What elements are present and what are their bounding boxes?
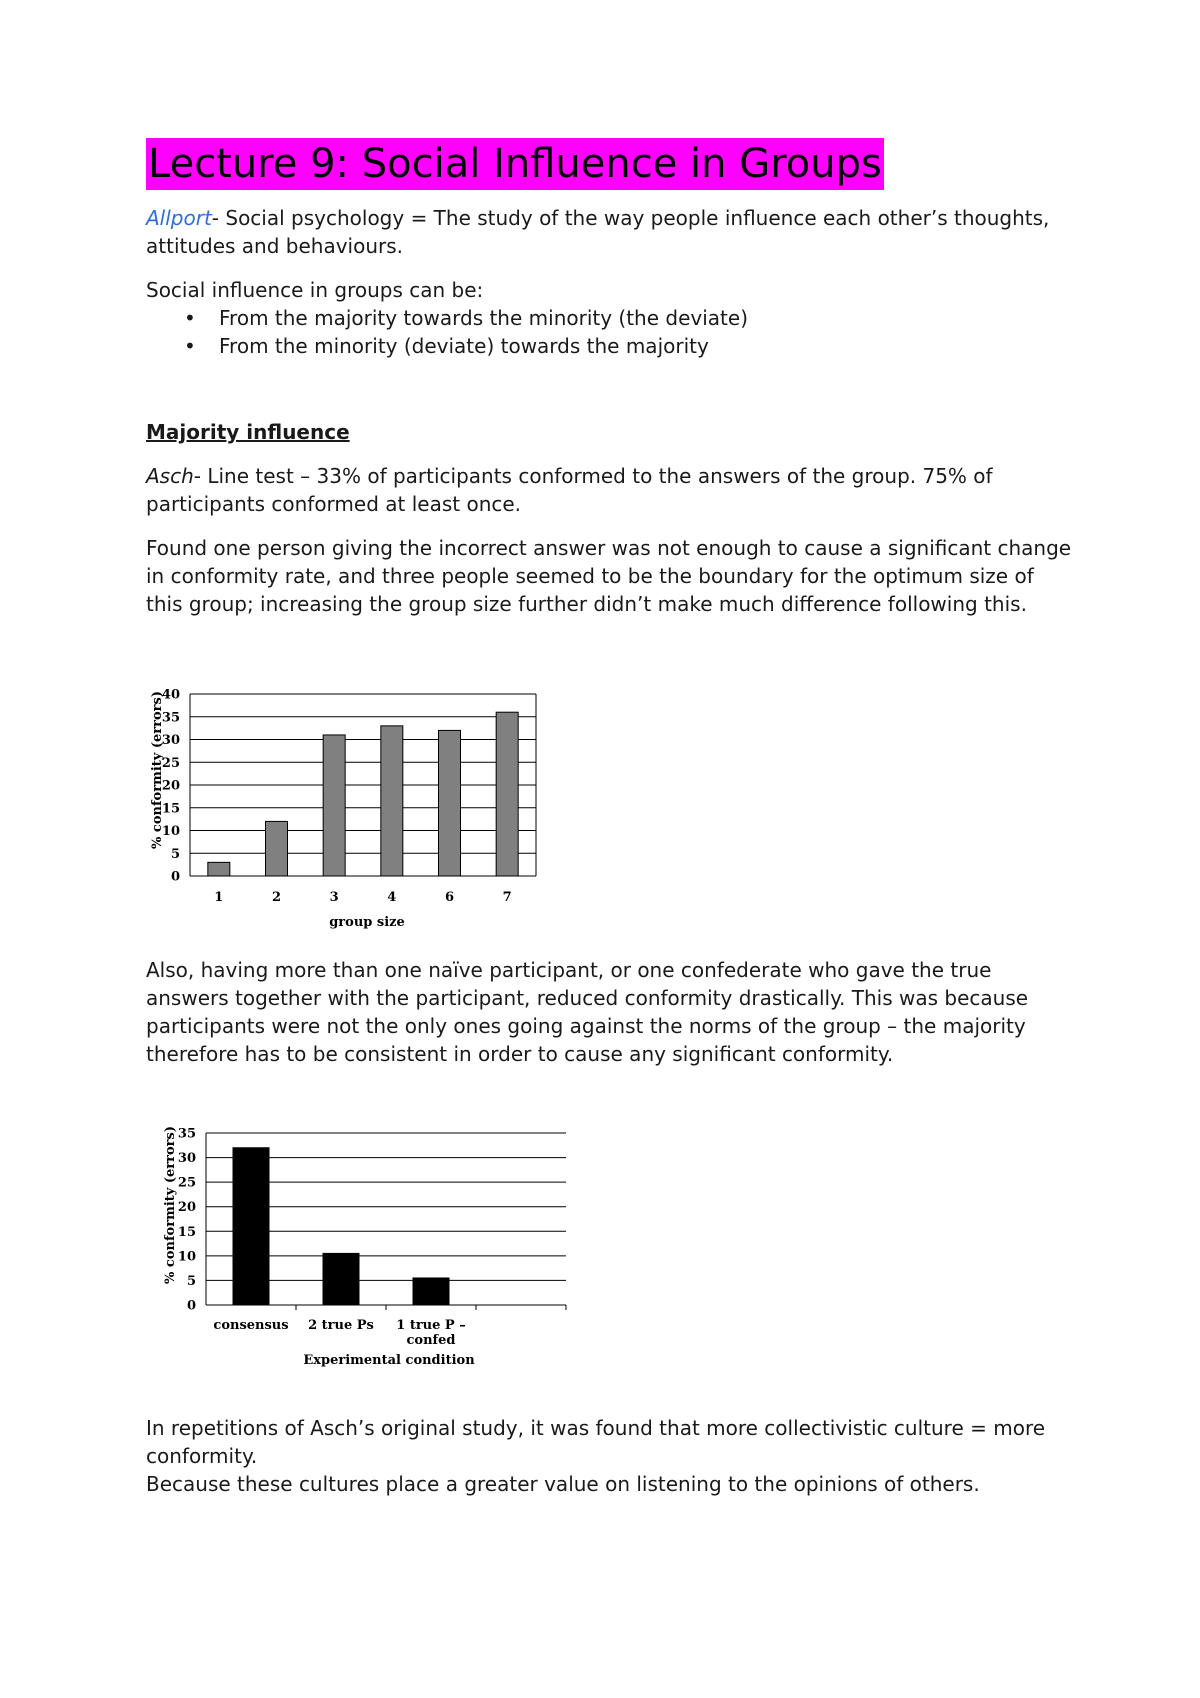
group-size-chart <box>146 686 546 936</box>
y-tick-label: 15 <box>161 801 180 817</box>
bar <box>208 862 230 876</box>
y-tick-label: 10 <box>161 824 180 839</box>
consistency-block <box>146 956 1076 1068</box>
x-tick-label: confed <box>406 1333 456 1348</box>
y-tick-label: 35 <box>177 1126 196 1142</box>
chart-xlabel: group size <box>329 915 405 930</box>
bar <box>323 735 345 876</box>
culture-paragraph-1: In repetitions of Asch’s original study, it was found that more collectivistic culture = more conformity. <box>146 1416 1046 1468</box>
intro-paragraph <box>146 204 1076 260</box>
y-tick-label: 5 <box>170 846 180 862</box>
intro-text: - Social psychology = The study of the way people influence each other’s thoughts, attitudes and behaviours. <box>146 206 1050 258</box>
bar <box>381 726 403 876</box>
y-tick-label: 25 <box>177 1175 196 1191</box>
allport-name: Allport <box>146 206 212 230</box>
consistency-paragraph: Also, having more than one naïve participant, or one confederate who gave the true answers together with the participant, reduced conformity drastically. This was because participants were not the only ones going against the norms of the group – the majority therefore has to be consistent in order to cause any significant conformity. <box>146 958 1029 1066</box>
group-size-paragraph: Found one person giving the incorrect answer was not enough to cause a significant change in conformity rate, and three people seemed to be the boundary for the optimum size of this group; increasing the group size further didn’t make much difference following this. <box>146 536 1072 616</box>
x-tick-label: 1 <box>214 890 224 905</box>
y-tick-label: 0 <box>186 1298 196 1314</box>
page-title: Lecture 9: Social Influence in Groups <box>146 138 884 190</box>
y-tick-label: 25 <box>161 755 180 771</box>
x-tick-label: 6 <box>444 890 455 905</box>
social-influence-list <box>146 304 1076 360</box>
asch-name: Asch <box>146 464 194 488</box>
y-tick-label: 0 <box>170 869 180 885</box>
culture-paragraph-2: Because these cultures place a greater value on listening to the opinions of others. <box>146 1472 980 1496</box>
x-tick-label: 1 true P – <box>396 1318 466 1333</box>
bar <box>439 730 461 876</box>
x-tick-label: 2 true Ps <box>308 1318 374 1333</box>
chart-ylabel: % conformity (errors) <box>163 1126 178 1284</box>
x-tick-label: 4 <box>387 890 397 905</box>
x-tick-label: 2 <box>271 890 282 905</box>
chart-xlabel: Experimental condition <box>303 1353 475 1368</box>
y-tick-label: 10 <box>177 1249 196 1265</box>
bar <box>233 1148 269 1305</box>
x-tick-label: 3 <box>329 890 339 905</box>
y-tick-label: 20 <box>161 778 180 794</box>
asch-text: - Line test – 33% of participants conformed to the answers of the group. 75% of participants conformed at least once. <box>146 464 993 516</box>
y-tick-label: 30 <box>177 1151 196 1167</box>
asch-paragraph <box>146 462 1076 518</box>
x-tick-label: 7 <box>502 890 512 905</box>
y-tick-label: 35 <box>161 710 180 726</box>
bar <box>496 712 518 876</box>
social-influence-lead: Social influence in groups can be: <box>146 278 484 302</box>
bar <box>323 1253 359 1305</box>
y-tick-label: 15 <box>177 1224 196 1240</box>
bar <box>266 821 288 876</box>
list-item: • From the majority towards the minority (the deviate) <box>146 304 1076 332</box>
document-page <box>146 138 1076 618</box>
x-tick-label: consensus <box>213 1318 289 1333</box>
condition-chart <box>146 1117 576 1377</box>
bar <box>413 1278 449 1305</box>
y-tick-label: 30 <box>161 733 180 748</box>
culture-block <box>146 1414 1076 1498</box>
section-heading-majority: Majority influence <box>146 420 350 444</box>
chart-ylabel: % conformity (errors) <box>150 691 165 849</box>
y-tick-label: 5 <box>186 1273 196 1289</box>
y-tick-label: 20 <box>177 1200 196 1216</box>
y-tick-label: 40 <box>161 687 180 703</box>
list-item: • From the minority (deviate) towards the majority <box>146 332 1076 360</box>
